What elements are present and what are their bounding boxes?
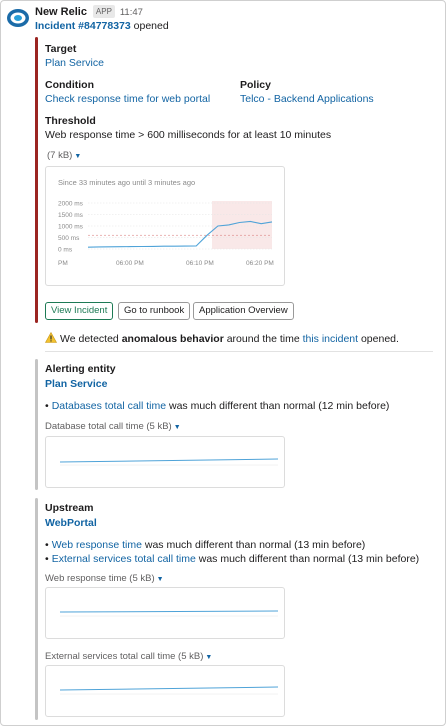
threshold-value: Web response time > 600 milliseconds for at least 10 minutes	[45, 129, 332, 141]
bullet-icon: •	[45, 539, 49, 551]
x-tick-label: 06:00 PM	[116, 260, 144, 267]
threshold-label: Threshold	[45, 115, 96, 127]
attachment-critical-bar	[35, 37, 38, 323]
file-toggle[interactable]	[45, 651, 212, 662]
attachment-neutral-bar	[35, 498, 38, 720]
attachment-neutral-bar	[35, 359, 38, 490]
bullet-icon: •	[45, 400, 49, 412]
alerting-entity-label: Alerting entity	[45, 363, 116, 375]
policy-label: Policy	[240, 79, 271, 91]
file-size-toggle[interactable]	[47, 150, 81, 161]
incident-suffix: opened	[133, 20, 169, 32]
external-services-link[interactable]: External services total call time	[51, 553, 196, 565]
alerting-entity-link[interactable]: Plan Service	[45, 378, 108, 390]
file-label: Database total call time (5 kB)	[45, 421, 172, 432]
upstream-label: Upstream	[45, 502, 94, 514]
target-link[interactable]: Plan Service	[45, 57, 104, 69]
databases-call-time-link[interactable]: Databases total call time	[51, 400, 167, 412]
y-tick-label: 2000 ms	[58, 200, 83, 208]
external-services-chart[interactable]	[45, 665, 285, 717]
caret-down-icon: ▼	[156, 576, 164, 583]
x-tick-label: 06:10 PM	[186, 260, 214, 267]
sender-name[interactable]: New Relic	[35, 6, 87, 18]
mini-chart-svg	[46, 666, 284, 716]
critical-region	[212, 201, 272, 249]
anomaly-pre: We detected	[60, 333, 122, 345]
bullet-item	[45, 538, 365, 552]
mini-chart-svg	[46, 588, 284, 638]
anomaly-notice	[45, 332, 399, 345]
app-badge: APP	[93, 5, 115, 18]
y-tick-label: 500 ms	[58, 235, 80, 242]
anomaly-bold: anomalous behavior	[121, 333, 224, 345]
y-tick-label: 1500 ms	[58, 212, 83, 219]
file-size: (7 kB)	[47, 150, 73, 161]
anomaly-post: opened.	[358, 333, 399, 345]
web-response-time-chart[interactable]	[45, 587, 285, 639]
file-toggle[interactable]	[45, 573, 164, 584]
chart-caption: Since 33 minutes ago until 3 minutes ago	[58, 178, 196, 187]
warning-icon	[45, 332, 57, 343]
database-call-time-chart[interactable]	[45, 436, 285, 488]
view-incident-button[interactable]: View Incident	[45, 302, 113, 320]
chart-svg	[46, 167, 284, 285]
caret-down-icon: ▼	[173, 424, 181, 431]
caret-down-icon: ▼	[205, 654, 213, 661]
bullet-icon: •	[45, 553, 49, 565]
incident-link[interactable]: Incident #84778373	[35, 20, 131, 32]
application-overview-button[interactable]: Application Overview	[193, 302, 294, 320]
bullet-text: was much different than normal (12 min before)	[166, 400, 390, 412]
file-toggle[interactable]	[45, 421, 181, 432]
go-to-runbook-button[interactable]: Go to runbook	[118, 302, 190, 320]
bullet-text: was much different than normal (13 min before)	[195, 553, 420, 565]
message-header	[35, 6, 143, 19]
y-tick-label: 1000 ms	[58, 223, 83, 231]
web-response-time-link[interactable]: Web response time	[51, 539, 142, 551]
this-incident-link[interactable]: this incident	[302, 333, 359, 345]
bullet-item	[45, 399, 389, 413]
x-tick-label: 06:20 PM	[246, 260, 274, 267]
file-label: Web response time (5 kB)	[45, 573, 155, 584]
condition-link[interactable]: Check response time for web portal	[45, 93, 211, 105]
new-relic-logo-icon[interactable]	[6, 6, 30, 30]
response-time-chart[interactable]	[45, 166, 285, 286]
y-tick-label: 0 ms	[58, 246, 73, 254]
incident-line	[35, 20, 169, 32]
bullet-item	[45, 552, 419, 566]
condition-label: Condition	[45, 79, 94, 91]
divider	[45, 351, 433, 352]
anomaly-mid: around the time	[223, 333, 303, 345]
x-tick-label: PM	[58, 260, 68, 267]
bullet-text: was much different than normal (13 min before)	[141, 539, 366, 551]
file-label: External services total call time (5 kB)	[45, 651, 204, 662]
policy-link[interactable]: Telco - Backend Applications	[240, 93, 374, 105]
mini-chart-svg	[46, 437, 284, 487]
message-time[interactable]: 11:47	[119, 7, 143, 18]
upstream-link[interactable]: WebPortal	[45, 517, 97, 529]
target-label: Target	[45, 43, 77, 55]
caret-down-icon: ▼	[74, 153, 82, 160]
